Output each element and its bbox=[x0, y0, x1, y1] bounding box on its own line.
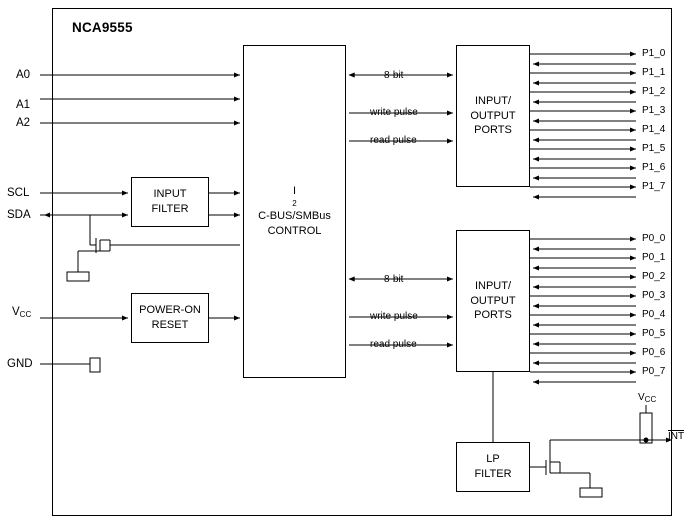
bus-label-top-write: write pulse bbox=[370, 107, 418, 118]
pin-label-p0-7: P0_7 bbox=[642, 366, 666, 377]
block-input-filter bbox=[131, 177, 209, 227]
bus-label-bottom-write: write pulse bbox=[370, 311, 418, 322]
input-filter-line-1: INPUT bbox=[153, 188, 187, 201]
pin-label-p0-2: P0_2 bbox=[642, 271, 666, 282]
block-lp-filter bbox=[456, 442, 530, 492]
io-ports-1-line-2: OUTPUT bbox=[470, 109, 516, 122]
pin-label-sda: SDA bbox=[7, 209, 31, 221]
pin-label-p1-5: P1_5 bbox=[642, 143, 666, 154]
pin-label-vcc: $V_{CC}$ bbox=[12, 306, 32, 319]
block-power-on-reset bbox=[131, 293, 209, 343]
io-ports-0-line-1: INPUT/ bbox=[474, 279, 512, 292]
pin-label-p1-2: P1_2 bbox=[642, 86, 666, 97]
lp-filter-line-1: LP bbox=[486, 453, 500, 466]
power-on-reset-line-2: RESET bbox=[151, 319, 189, 331]
pin-label-scl: SCL bbox=[7, 187, 30, 199]
pin-label-a0: A0 bbox=[16, 69, 31, 81]
chip-boundary bbox=[52, 8, 672, 516]
io-ports-1-line-3: PORTS bbox=[474, 124, 512, 137]
bus-label-bottom-read: read pulse bbox=[370, 339, 417, 350]
block-i2c-control bbox=[243, 45, 346, 378]
pin-label-p0-1: P0_1 bbox=[642, 252, 666, 263]
pin-label-p0-5: P0_5 bbox=[642, 328, 666, 339]
i2c-control-line-2: CONTROL bbox=[267, 225, 322, 238]
pin-label-p1-3: P1_3 bbox=[642, 105, 666, 116]
bus-label-top-read: read pulse bbox=[370, 135, 417, 146]
pin-label-p1-1: P1_1 bbox=[642, 67, 666, 78]
pin-label-gnd: GND bbox=[7, 358, 33, 370]
pin-label-p1-7: P1_7 bbox=[642, 181, 666, 192]
pin-label-p0-0: P0_0 bbox=[642, 233, 666, 244]
block-io-ports-0 bbox=[456, 230, 530, 372]
io-ports-0-line-3: PORTS bbox=[474, 309, 512, 322]
io-ports-1-line-1: INPUT/ bbox=[474, 94, 512, 107]
pin-label-p0-3: P0_3 bbox=[642, 290, 666, 301]
block-io-ports-1 bbox=[456, 45, 530, 187]
i2c-control-line-1: I 2 C-BUS/SMBus bbox=[258, 184, 331, 223]
pin-label-p0-4: P0_4 bbox=[642, 309, 666, 320]
io-ports-0-line-2: OUTPUT bbox=[470, 294, 516, 307]
pin-label-p0-6: P0_6 bbox=[642, 347, 666, 358]
pin-label-p1-6: P1_6 bbox=[642, 162, 666, 173]
pin-label-int: INT bbox=[668, 431, 685, 442]
pin-label-a2: A2 bbox=[16, 117, 31, 129]
bus-label-bottom-8bit: 8-bit bbox=[384, 274, 404, 285]
label-vcc-pullup: $V_{CC}$ bbox=[638, 392, 657, 404]
page-title: NCA9555 bbox=[72, 20, 133, 35]
input-filter-line-2: FILTER bbox=[151, 203, 189, 215]
pin-label-p1-0: P1_0 bbox=[642, 48, 666, 59]
pin-label-a1: A1 bbox=[16, 99, 31, 111]
pin-label-p1-4: P1_4 bbox=[642, 124, 666, 135]
lp-filter-line-2: FILTER bbox=[474, 468, 512, 480]
power-on-reset-line-1: POWER-ON bbox=[139, 304, 201, 317]
bus-label-top-8bit: 8-bit bbox=[384, 70, 404, 81]
